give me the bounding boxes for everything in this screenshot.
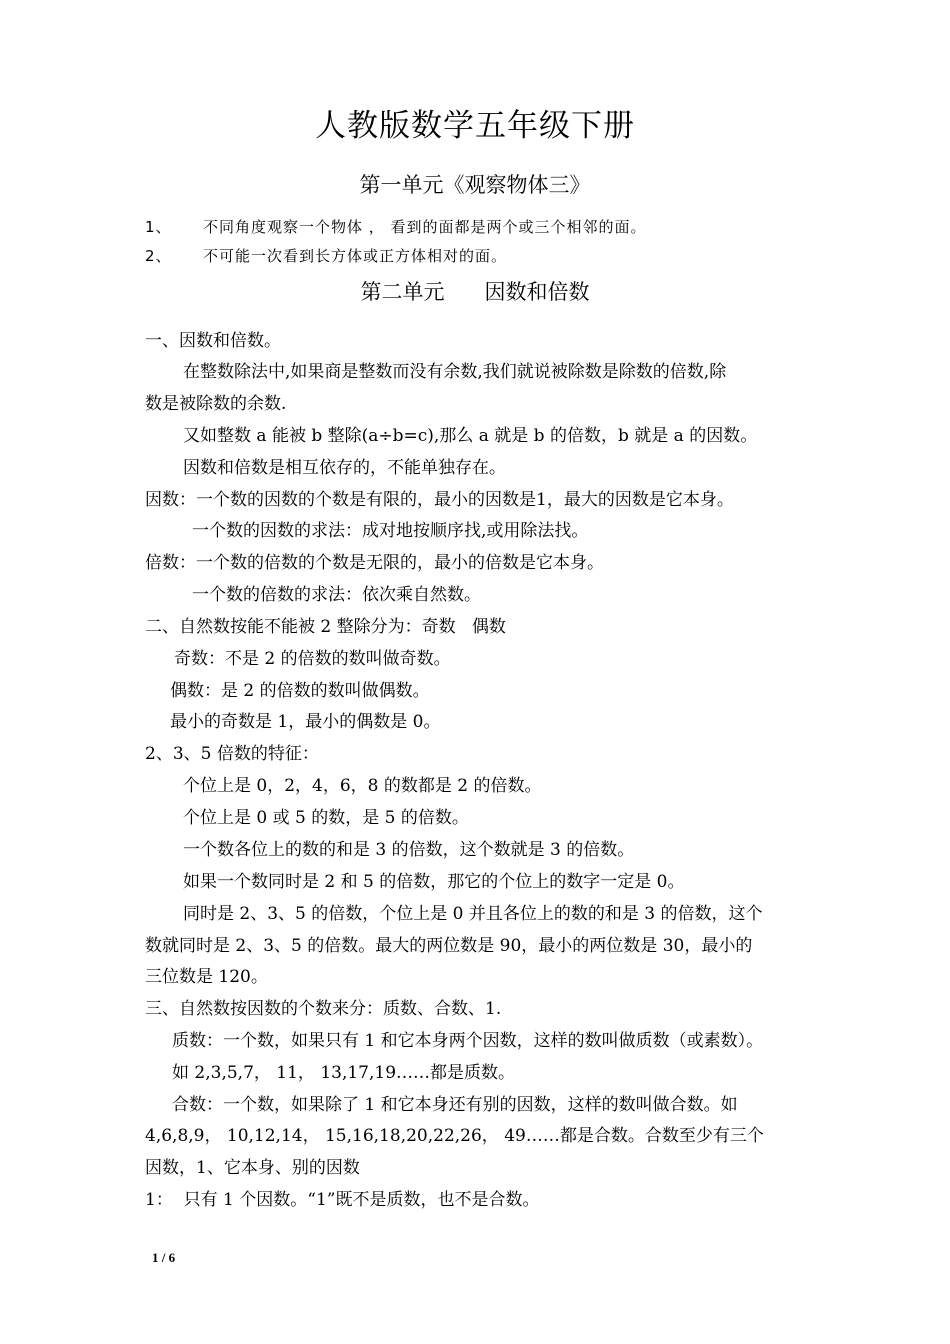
paragraph-line: 因数和倍数是相互依存的，不能单独存在。 (183, 458, 506, 478)
paragraph-line: 4,6,8,9， 10,12,14， 15,16,18,20,22,26， 49……都是合数。合数至少有三个 (145, 1126, 764, 1146)
definition-line: 合数：一个数，如果除了 1 和它本身还有别的因数，这样的数叫做合数。如 (172, 1095, 738, 1115)
paragraph-line: 1： 只有 1 个因数。“1”既不是质数，也不是合数。 (145, 1190, 540, 1210)
paragraph-line: 因数，1、它本身、别的因数 (145, 1158, 360, 1178)
unit1-item (145, 245, 507, 267)
definition-line: 倍数：一个数的倍数的个数是无限的，最小的倍数是它本身。 (145, 553, 604, 573)
paragraph-line: 数是被除数的余数. (145, 394, 287, 414)
paragraph-line: 三位数是 120。 (145, 967, 268, 987)
paragraph-line: 偶数：是 2 的倍数的数叫做偶数。 (170, 681, 430, 701)
section-heading: 一、因数和倍数。 (145, 331, 281, 351)
unit2-heading: 第二单元 因数和倍数 (360, 280, 590, 304)
item-text: 不可能一次看到长方体或正方体相对的面。 (203, 247, 508, 265)
item-text: 不同角度观察一个物体 ， 看到的面都是两个或三个相邻的面。 (203, 218, 647, 236)
page-number: 1 / 6 (152, 1250, 176, 1265)
paragraph-line: 在整数除法中,如果商是整数而没有余数,我们就说被除数是除数的倍数,除 (183, 362, 727, 382)
definition-line: 质数：一个数，如果只有 1 和它本身两个因数，这样的数叫做质数（或素数）。 (172, 1031, 764, 1051)
item-number: 2、 (145, 247, 172, 265)
paragraph-line: 同时是 2、3、5 的倍数，个位上是 0 并且各位上的数的和是 3 的倍数，这个 (183, 904, 763, 924)
paragraph-line: 如 2,3,5,7， 11， 13,17,19……都是质数。 (172, 1063, 516, 1083)
unit1-heading: 第一单元《观察物体三》 (359, 173, 591, 197)
paragraph-line: 个位上是 0 或 5 的数，是 5 的倍数。 (183, 808, 469, 828)
paragraph-line: 如果一个数同时是 2 和 5 的倍数，那它的个位上的数字一定是 0。 (183, 872, 685, 892)
paragraph-line: 又如整数 a 能被 b 整除(a÷b=c),那么 a 就是 b 的倍数，b 就是 a 的因数。 (183, 426, 758, 446)
unit1-item (145, 216, 647, 238)
paragraph-line: 奇数：不是 2 的倍数的数叫做奇数。 (174, 649, 451, 669)
paragraph-line: 一个数的倍数的求法：依次乘自然数。 (192, 585, 481, 605)
paragraph-line: 个位上是 0，2，4，6，8 的数都是 2 的倍数。 (183, 776, 542, 796)
paragraph-line: 一个数的因数的求法：成对地按顺序找,或用除法找。 (192, 521, 589, 541)
section-heading: 三、自然数按因数的个数来分：质数、合数、1. (145, 999, 502, 1019)
definition-line: 因数：一个数的因数的个数是有限的，最小的因数是1，最大的因数是它本身。 (145, 490, 734, 510)
paragraph-line: 一个数各位上的数的和是 3 的倍数，这个数就是 3 的倍数。 (183, 840, 635, 860)
section-heading: 2、3、5 倍数的特征： (145, 744, 319, 764)
item-number: 1、 (145, 218, 172, 236)
document-title: 人教版数学五年级下册 (315, 108, 635, 144)
paragraph-line: 数就同时是 2、3、5 的倍数。最大的两位数是 90，最小的两位数是 30，最小的 (145, 936, 753, 956)
section-heading: 二、自然数按能不能被 2 整除分为：奇数 偶数 (145, 617, 506, 637)
paragraph-line: 最小的奇数是 1，最小的偶数是 0。 (170, 712, 441, 732)
